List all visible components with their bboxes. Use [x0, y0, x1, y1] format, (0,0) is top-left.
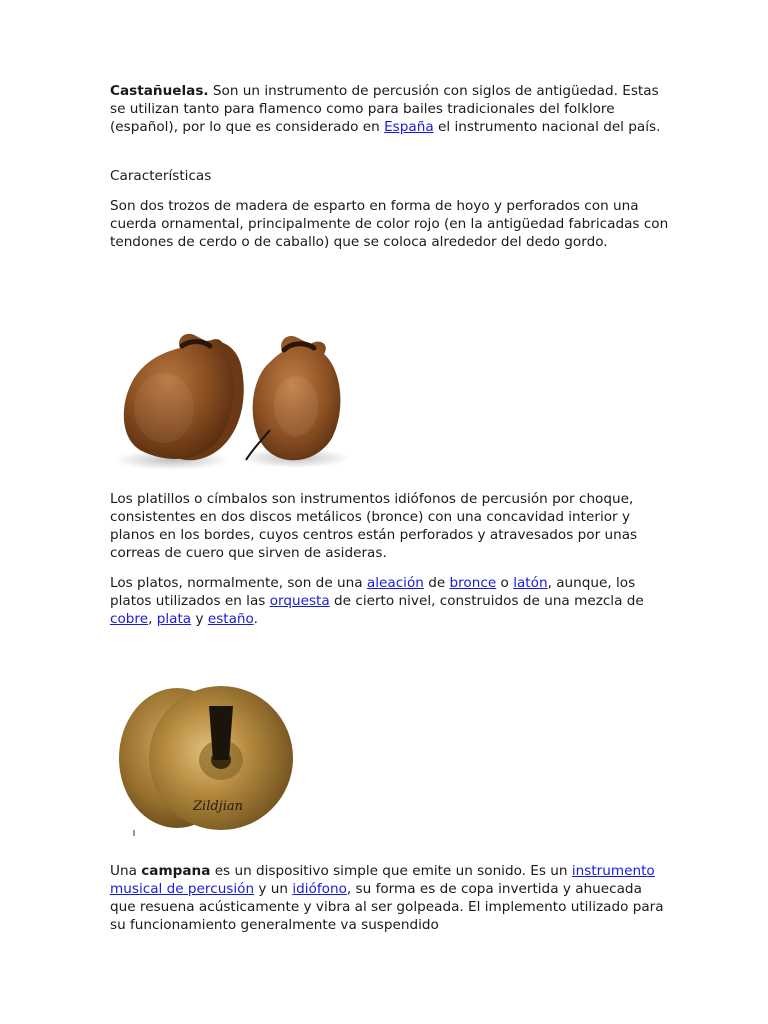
text-span: es un dispositivo simple que emite un sonido. Es un: [210, 863, 572, 879]
text-span: , aunque, los platos utilizados en las: [110, 575, 636, 609]
link-orquesta[interactable]: orquesta: [269, 592, 330, 609]
caracteristicas-heading: Características: [110, 168, 212, 184]
cymbals-image: [115, 680, 295, 840]
text-span: y: [191, 610, 208, 627]
text-span: ,: [148, 610, 157, 627]
campana-paragraph: [110, 863, 670, 935]
castanets-image: [110, 310, 365, 480]
text-span: Una: [110, 863, 142, 879]
link-plata[interactable]: plata: [156, 610, 192, 627]
link-instrumento-musical[interactable]: instrumento musical de percusión: [110, 863, 655, 897]
text-span: .: [253, 610, 258, 627]
text-span: y un: [254, 880, 293, 897]
campana-term: campana: [141, 863, 211, 879]
castanuelas-paragraph: [110, 83, 670, 137]
castanuelas-intro-text-1: Son un instrumento de percusión con siglos de antigüedad. Estas se utilizan tanto para flamenco como para bailes tradicionales del folklore (español), por lo que es considerado en: [110, 83, 659, 135]
link-aleacion[interactable]: aleación: [366, 575, 424, 591]
castanuelas-intro-text-2: el instrumento nacional del país.: [433, 118, 661, 135]
text-span: de cierto nivel, construidos de una mezcla de: [329, 592, 644, 609]
link-laton[interactable]: latón: [513, 575, 548, 591]
platos-materials-paragraph: [110, 575, 670, 629]
cymbal-brand-logo: Zildjian: [193, 799, 243, 814]
link-estano[interactable]: estaño: [207, 610, 254, 627]
link-idiofono[interactable]: idiófono: [292, 880, 347, 897]
text-span: , su forma es de copa invertida y ahuecada que resuena acústicamente y vibra al ser golpeada. El implemento utilizado para su funcionamiento generalmente va suspendido: [110, 880, 664, 933]
link-espana[interactable]: España: [384, 118, 434, 135]
castanuelas-description: Son dos trozos de madera de esparto en forma de hoyo y perforados con una cuerda ornamental, principalmente de color rojo (en la antigüedad fabricadas con tendones de cerdo o de caballo) que se coloca alrededor del dedo gordo.: [110, 198, 669, 250]
castanuelas-term: Castañuelas.: [110, 83, 209, 99]
text-span: Los platos, normalmente, son de una: [110, 575, 367, 591]
text-span: de: [423, 575, 450, 591]
platillos-description: Los platillos o címbalos son instrumentos idiófonos de percusión por choque, consistentes en dos discos metálicos (bronce) con una concavidad interior y planos en los bordes, cuyos centros están perforados y atravesados por unas correas de cuero que sirven de asideras.: [110, 491, 638, 561]
link-cobre[interactable]: cobre: [110, 610, 149, 627]
link-bronce[interactable]: bronce: [449, 575, 497, 591]
text-span: o: [496, 575, 514, 591]
